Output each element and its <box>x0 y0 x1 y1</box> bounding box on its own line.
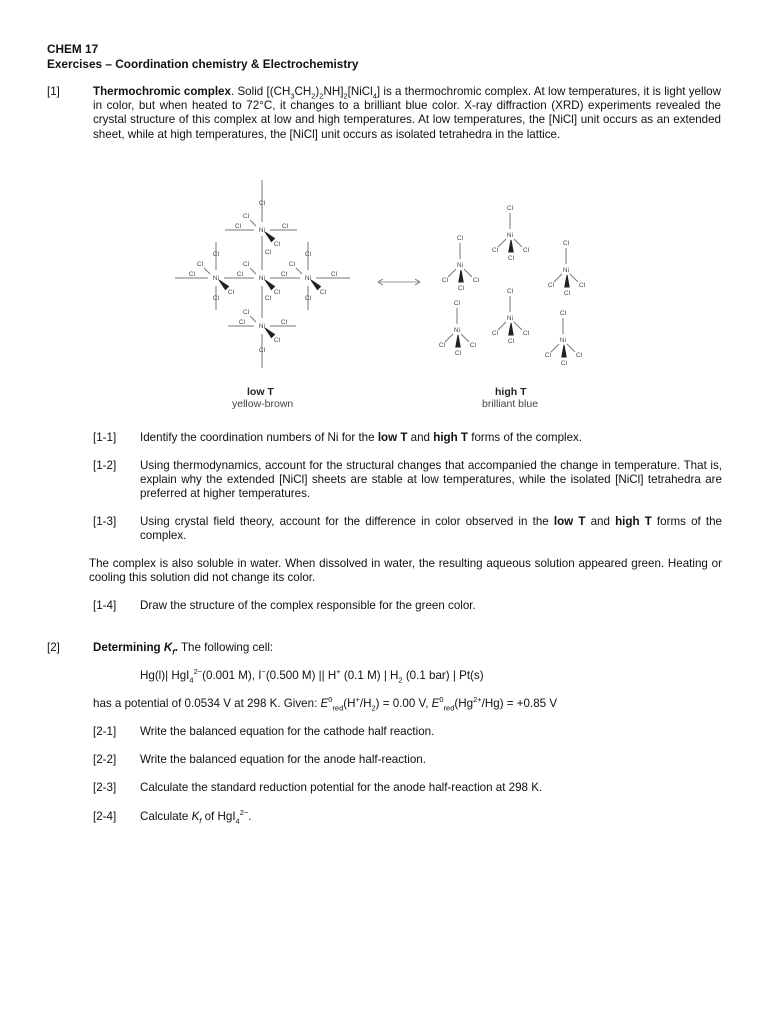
bond <box>204 268 210 274</box>
cl-atom-label: Cl <box>562 240 570 247</box>
exercise-subtitle: Exercises – Coordination chemistry & Electrochemistry <box>47 57 359 71</box>
high-t-label: high T <box>495 386 527 398</box>
cl-atom-label: Cl <box>559 310 567 317</box>
ni-atom-label: Ni <box>456 262 464 269</box>
ni-atom-label: Ni <box>562 267 570 274</box>
cl-atom-label: Cl <box>264 295 272 302</box>
bond <box>464 269 472 277</box>
cl-atom-label: Cl <box>441 277 449 284</box>
q2-1-number: [2-1] <box>93 725 117 738</box>
bond <box>250 220 256 226</box>
cl-atom-label: Cl <box>242 213 250 220</box>
cl-atom-label: Cl <box>438 342 446 349</box>
cl-atom-label: Cl <box>544 352 552 359</box>
bond <box>296 268 302 274</box>
cl-atom-label: Cl <box>264 249 272 256</box>
cl-atom-label: Cl <box>491 330 499 337</box>
cl-atom-label: Cl <box>288 261 296 268</box>
wedge-bond <box>509 240 513 252</box>
cl-atom-label: Cl <box>578 282 586 289</box>
cl-atom-label: Cl <box>457 285 465 292</box>
q2-3-text: Calculate the standard reduction potential for the anode half-reaction at 298 K. <box>140 781 543 794</box>
ni-atom-label: Ni <box>506 232 514 239</box>
ni-atom-label: Ni <box>212 275 220 282</box>
cl-atom-label: Cl <box>560 360 568 367</box>
question-1-intro: Thermochromic complex. Solid $[(CH_3CH_2)_2NH]_2[NiCl_4]$ is a thermochromic complex. At low temperatures, it is light yellow in color, but when heated to 72°C, it changes to a brilliant blue color. X-ray diffraction (XRD) experiments revealed the crystal structure of this complex at low and high temperatures. At low temperatures, the [NiCl] unit occurs as an extended sheet, while at high temperatures, the [NiCl] unit occurs as isolated tetrahedra in the lattice. <box>93 85 721 141</box>
high-t-color: brilliant blue <box>482 398 539 410</box>
cl-atom-label: Cl <box>234 223 242 230</box>
ni-atom-label: Ni <box>506 315 514 322</box>
cl-atom-label: Cl <box>242 261 250 268</box>
arrow-head <box>415 282 420 285</box>
q1-2-number: [1-2] <box>93 459 117 472</box>
cell-notation: Hg(l)| HgI$_4^{2-}$(0.001 M), I−(0.500 M) || H+ (0.1 M) | $H_2$ (0.1 bar) | Pt(s) <box>140 667 484 685</box>
cl-atom-label: Cl <box>212 295 220 302</box>
course-title: CHEM 17 <box>47 42 99 56</box>
bond <box>250 268 256 274</box>
question-2-title: Determining $K_f$. The following cell: <box>93 641 274 657</box>
wedge-bond <box>456 335 460 347</box>
bond <box>570 274 578 282</box>
q1-3-text: Using crystal field theory, account for the difference in color observed in the low T and high T forms of the complex. <box>140 515 722 543</box>
ni-atom-label: Ni <box>453 327 461 334</box>
arrow-head <box>415 279 420 282</box>
question-1-title: Thermochromic complex <box>93 85 231 98</box>
bond <box>445 334 453 342</box>
ni-atom-label: Ni <box>559 337 567 344</box>
cl-atom-label: Cl <box>506 288 514 295</box>
cl-atom-label: Cl <box>188 271 196 278</box>
cl-atom-label: Cl <box>273 337 281 344</box>
low-t-label: low T <box>247 386 274 398</box>
wedge-bond <box>459 270 463 282</box>
cl-atom-label: Cl <box>507 255 515 262</box>
cl-atom-label: Cl <box>273 289 281 296</box>
wedge-bond <box>509 323 513 335</box>
q2-2-text: Write the balanced equation for the anode half-reaction. <box>140 753 426 766</box>
q2-3-number: [2-3] <box>93 781 117 794</box>
cl-atom-label: Cl <box>491 247 499 254</box>
cl-atom-label: Cl <box>273 241 281 248</box>
solubility-paragraph: The complex is also soluble in water. When dissolved in water, the resulting aqueous solution appeared green. Heating or cooling this solution did not change its color. <box>89 557 722 585</box>
low-t-color: yellow-brown <box>232 398 294 410</box>
question-1-number: [1] <box>47 85 60 98</box>
cl-atom-label: Cl <box>506 205 514 212</box>
cl-atom-label: Cl <box>258 200 266 207</box>
ni-atom-label: Ni <box>258 227 266 234</box>
q2-1-text: Write the balanced equation for the cathode half reaction. <box>140 725 435 738</box>
ni-atom-label: Ni <box>258 323 266 330</box>
ni-atom-label: Ni <box>304 275 312 282</box>
cl-atom-label: Cl <box>456 235 464 242</box>
ni-atom-label: Ni <box>258 275 266 282</box>
cl-atom-label: Cl <box>242 309 250 316</box>
q1-4-text: Draw the structure of the complex responsible for the green color. <box>140 599 476 612</box>
cl-atom-label: Cl <box>236 271 244 278</box>
cl-atom-label: Cl <box>522 247 530 254</box>
bond <box>514 239 522 247</box>
arrow-head <box>378 282 383 285</box>
cl-atom-label: Cl <box>453 300 461 307</box>
wedge-bond <box>562 345 566 357</box>
nicl-structure-figure <box>150 170 620 380</box>
q2-4-number: [2-4] <box>93 810 117 823</box>
cl-atom-label: Cl <box>547 282 555 289</box>
cl-atom-label: Cl <box>522 330 530 337</box>
cl-atom-label: Cl <box>575 352 583 359</box>
q2-2-number: [2-2] <box>93 753 117 766</box>
cl-atom-label: Cl <box>330 271 338 278</box>
cl-atom-label: Cl <box>472 277 480 284</box>
q1-4-number: [1-4] <box>93 599 117 612</box>
cl-atom-label: Cl <box>304 295 312 302</box>
cell-potential-text: has a potential of 0.0534 V at 298 K. Given: $E^0_{red}(H^+/H_2) = 0.00$ V, $E^0_{red}(Hg^{2+}/Hg) = +0.85$ V <box>93 695 558 713</box>
cl-atom-label: Cl <box>227 289 235 296</box>
bond <box>567 344 575 352</box>
bond <box>250 316 256 322</box>
cl-atom-label: Cl <box>304 251 312 258</box>
bond <box>514 322 522 330</box>
arrow-head <box>378 279 383 282</box>
bond <box>551 344 559 352</box>
cl-atom-label: Cl <box>280 271 288 278</box>
cl-atom-label: Cl <box>238 319 246 326</box>
bond <box>461 334 469 342</box>
cl-atom-label: Cl <box>454 350 462 357</box>
cl-atom-label: Cl <box>212 251 220 258</box>
q1-1-text: Identify the coordination numbers of Ni for the low T and high T forms of the complex. <box>140 431 583 444</box>
question-2-number: [2] <box>47 641 60 654</box>
bond <box>448 269 456 277</box>
q1-3-number: [1-3] <box>93 515 117 528</box>
cl-atom-label: Cl <box>469 342 477 349</box>
q1-1-number: [1-1] <box>93 431 117 444</box>
wedge-bond <box>565 275 569 287</box>
q1-2-text: Using thermodynamics, account for the structural changes that accompanied the change in temperature. That is, explain why the extended [NiCl] sheets are stable at low temperatures, while the isolated [NiCl] tetrahedra are preferred at higher temperatures. <box>140 459 722 501</box>
cl-atom-label: Cl <box>281 223 289 230</box>
q2-4-text: Calculate $K_f$ of HgI$_4^{2-}$. <box>140 808 252 826</box>
cl-atom-label: Cl <box>280 319 288 326</box>
cl-atom-label: Cl <box>319 289 327 296</box>
cl-atom-label: Cl <box>507 338 515 345</box>
cl-atom-label: Cl <box>563 290 571 297</box>
bond <box>498 239 506 247</box>
bond <box>498 322 506 330</box>
cl-atom-label: Cl <box>196 261 204 268</box>
cl-atom-label: Cl <box>258 347 266 354</box>
bond <box>554 274 562 282</box>
